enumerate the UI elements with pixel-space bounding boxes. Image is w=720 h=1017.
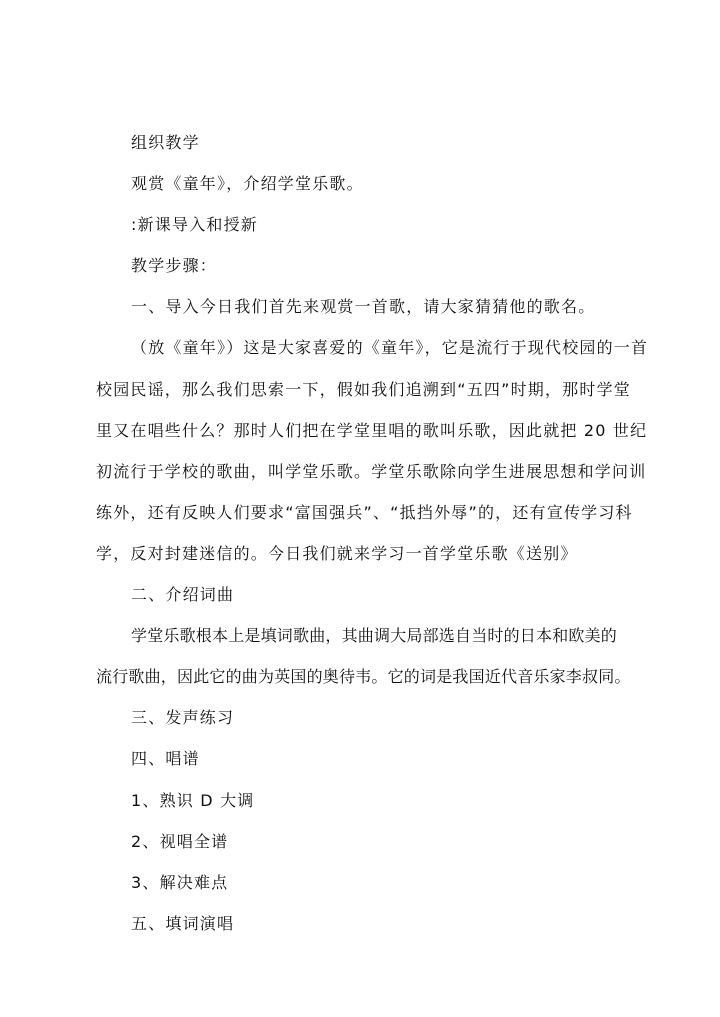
text-line: 三、发声练习 — [131, 708, 235, 728]
document-page — [96, 132, 649, 954]
text-line: 一、导入今日我们首先来观赏一首歌，请大家猜猜他的歌名。 — [131, 297, 596, 317]
text-line: :新课导入和授新 — [131, 215, 258, 235]
text-line: 1、熟识 D 大调 — [131, 790, 255, 810]
text-line: 2、视唱全谱 — [131, 831, 229, 851]
text-line: 教学步骤： — [131, 256, 218, 276]
text-line: 学，反对封建迷信的。今日我们就来学习一首学堂乐歌《送别》 — [96, 543, 578, 563]
text-line: 流行歌曲，因此它的曲为英国的奥待韦。它的词是我国近代音乐家李叔同。 — [96, 667, 631, 687]
text-line: 二、介绍词曲 — [131, 585, 235, 605]
text-line: 校园民谣，那么我们思索一下，假如我们追溯到“五四”时期，那时学堂 — [96, 379, 631, 399]
text-line: 组织教学 — [131, 133, 200, 152]
text-line: 学堂乐歌根本上是填词歌曲，其曲调大局部选自当时的日本和欧美的 — [131, 626, 618, 646]
text-line: 初流行于学校的歌曲，叫学堂乐歌。学堂乐歌除向学生进展思想和学问训 — [96, 461, 647, 481]
text-line: 观赏《童年》，介绍学堂乐歌。 — [131, 174, 364, 194]
text-line: 里又在唱些什么？那时人们把在学堂里唱的歌叫乐歌，因此就把 20 世纪 — [96, 420, 648, 440]
text-line: 3、解决难点 — [131, 872, 229, 892]
text-line: 四、唱谱 — [131, 749, 200, 769]
text-line: （放《童年》）这是大家喜爱的《童年》，它是流行于现代校园的一首 — [131, 338, 649, 358]
text-line: 五、填词演唱 — [131, 913, 235, 933]
text-line: 练外，还有反映人们要求“富国强兵”、“抵挡外辱”的，还有宣传学习科 — [96, 502, 633, 522]
